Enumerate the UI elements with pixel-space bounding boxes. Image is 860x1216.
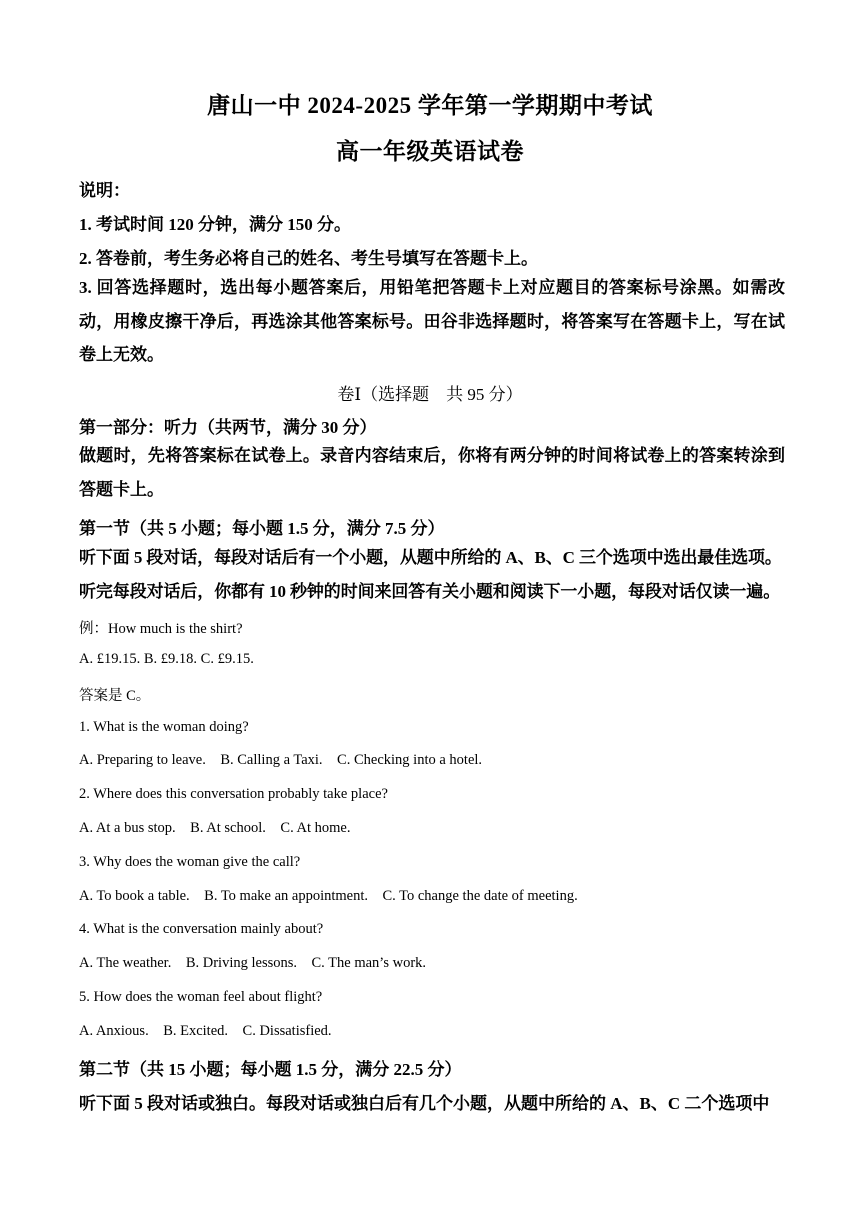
section1-intro: 听下面 5 段对话，每段对话后有一个小题，从题中所给的 A、B、C 三个选项中选出最佳选项。听完每段对话后，你都有 10 秒钟的时间来回答有关小题和阅读下一小题，每段对话仅读一遍。 bbox=[79, 548, 782, 601]
example-question: 例：How much is the shirt? bbox=[79, 621, 243, 637]
exam-subtitle: 高一年级英语试卷 bbox=[336, 139, 524, 164]
instruction-item-3: 3. 回答选择题时，选出每小题答案后，用铅笔把答题卡上对应题目的答案标号涂黑。如需改动，用橡皮擦干净后，再选涂其他答案标号。田谷非选择题时，将答案写在答题卡上，写在试卷上无效。 bbox=[79, 278, 785, 364]
instruction-item-1: 1. 考试时间 120 分钟，满分 150 分。 bbox=[79, 215, 351, 234]
section1-heading: 第一节（共 5 小题；每小题 1.5 分，满分 7.5 分） bbox=[79, 519, 445, 538]
volume-heading: 卷Ⅰ（选择题 共 95 分） bbox=[337, 385, 523, 404]
question-3-options: A. To book a table. B. To make an appointment. C. To change the date of meeting. bbox=[79, 888, 578, 904]
question-4: 4. What is the conversation mainly about? bbox=[79, 921, 324, 937]
question-5: 5. How does the woman feel about flight? bbox=[79, 989, 323, 1005]
example-answer: 答案是 C。 bbox=[79, 688, 151, 704]
section2-heading: 第二节（共 15 小题；每小题 1.5 分，满分 22.5 分） bbox=[79, 1060, 462, 1079]
exam-title: 唐山一中 2024-2025 学年第一学期期中考试 bbox=[207, 93, 653, 118]
part1-heading: 第一部分：听力（共两节，满分 30 分） bbox=[79, 418, 377, 437]
instruction-item-2: 2. 答卷前，考生务必将自己的姓名、考生号填写在答题卡上。 bbox=[79, 249, 538, 268]
question-2: 2. Where does this conversation probably take place? bbox=[79, 786, 388, 802]
question-5-options: A. Anxious. B. Excited. C. Dissatisfied. bbox=[79, 1023, 332, 1039]
question-1-options: A. Preparing to leave. B. Calling a Taxi. C. Checking into a hotel. bbox=[79, 752, 483, 768]
section2-intro: 听下面 5 段对话或独白。每段对话或独白后有几个小题，从题中所给的 A、B、C 二个选项中 bbox=[79, 1094, 770, 1113]
question-4-options: A. The weather. B. Driving lessons. C. The man’s work. bbox=[79, 955, 427, 971]
question-2-options: A. At a bus stop. B. At school. C. At home. bbox=[79, 820, 351, 836]
part1-intro: 做题时，先将答案标在试卷上。录音内容结束后，你将有两分钟的时间将试卷上的答案转涂到答题卡上。 bbox=[79, 446, 785, 499]
question-3: 3. Why does the woman give the call? bbox=[79, 854, 301, 870]
example-options: A. £19.15. B. £9.18. C. £9.15. bbox=[79, 651, 254, 667]
instructions-label: 说明： bbox=[79, 181, 130, 200]
question-1: 1. What is the woman doing? bbox=[79, 719, 249, 735]
